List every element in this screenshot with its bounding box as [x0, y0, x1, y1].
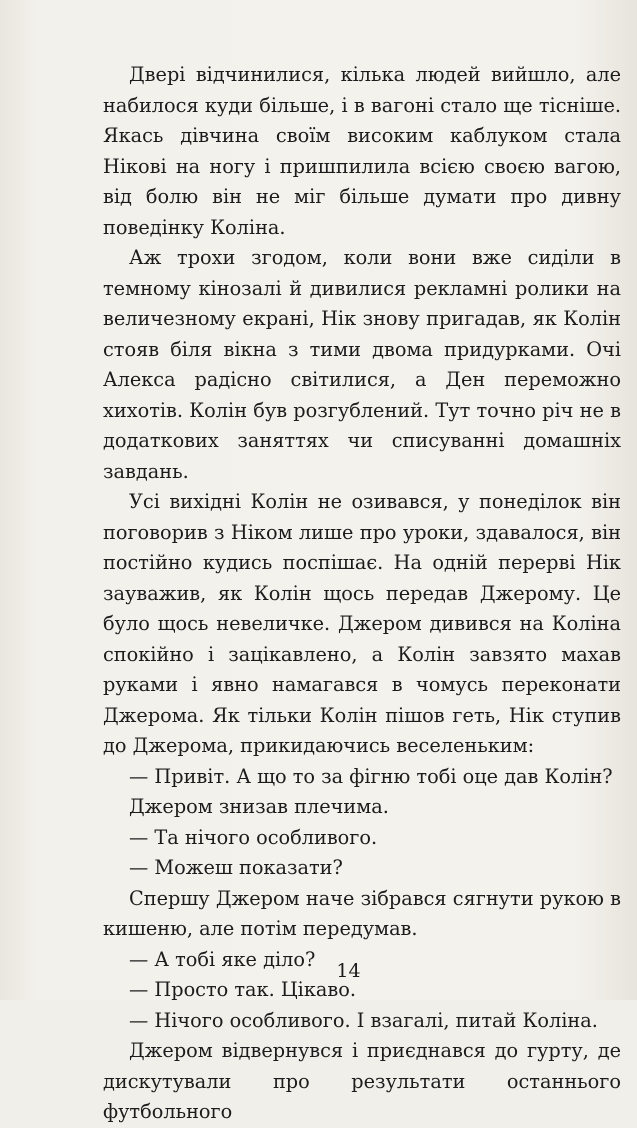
dialogue-line-3: — Можеш показати?: [129, 856, 343, 879]
paragraph-1: Двері відчинилися, кілька людей вийшло, але набилося куди більше, і в вагоні стало ще тісніше. Якась дівчина своїм високим каблуком стала Нікові на ногу і пришпилила всією своєю вагою, від болю він не міг більше думати про дивну поведінку Коліна.: [103, 63, 621, 239]
dialogue-line-4: — А тобі яке діло?: [129, 947, 316, 971]
dialogue-line-2: — Та нічого особливого.: [129, 825, 378, 849]
dialogue-line-5: — Просто так. Цікаво.: [129, 978, 356, 1001]
paragraph-3: Усі вихідні Колін не озивався, у понеділок він поговорив з Ніком лише про уроки, здавалося, він постійно кудись поспішає. На одній перерві Нік зауважив, як Колін щось передав Джерому. Це було щось невеличке. Джером дивився на Коліна спокійно і зацікавлено, а Колін завзято махав руками і явно намагався в чомусь переконати Джерома. Як тільки Колін пішов геть, Нік ступив до Джерома, прикидаючись веселеньким:: [103, 490, 621, 757]
dialogue-line-6: — Нічого особливого. І взагалі, питай Коліна.: [129, 1008, 598, 1032]
paragraph-4: Джером знизав плечима.: [129, 795, 389, 818]
dialogue-line-1: — Привіт. А що то за фігню тобі оце дав Колін?: [129, 764, 613, 788]
page-number: 14: [336, 960, 361, 982]
paragraph-6: Джером відвернувся і приєднався до гурту, де дискутували про результати останнього футбольного: [103, 1039, 621, 1123]
paragraph-5: Спершу Джером наче зібрався сягнути рукою в кишеню, але потім передумав.: [103, 886, 621, 940]
paragraph-2: Аж трохи згодом, коли вони вже сиділи в темному кінозалі й дивилися рекламні ролики на величезному екрані, Нік знову пригадав, як Колін стояв біля вікна з тими двома придурками. Очі Алекса радісно світилися, а Ден переможно хихотів. Колін був розгублений. Тут точно річ не в додаткових заняттях чи списуванні домашніх завдань.: [103, 246, 621, 483]
